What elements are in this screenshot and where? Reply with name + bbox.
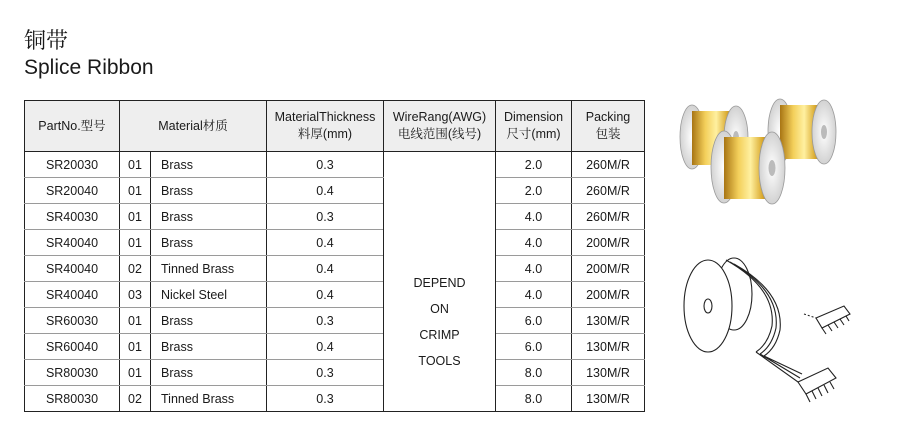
cell-dimension: 2.0 [496,152,572,178]
header-dimension-en: Dimension [503,110,564,124]
spec-table [24,100,645,412]
cell-part-no: SR20030 [25,152,120,178]
cell-part-no: SR20040 [25,178,120,204]
cell-material: Brass [151,360,267,386]
cell-dimension: 4.0 [496,230,572,256]
header-wire-range [384,101,496,152]
cell-material: Brass [151,178,267,204]
reel-drawing-flange-front [684,260,732,352]
cell-material: Brass [151,230,267,256]
cell-material: Brass [151,308,267,334]
cell-packing: 200M/R [572,230,645,256]
cell-dimension: 4.0 [496,204,572,230]
cell-packing: 130M/R [572,334,645,360]
wire-range-line: CRIMP [419,327,460,342]
cell-packing: 130M/R [572,360,645,386]
cell-dimension: 2.0 [496,178,572,204]
table-row [25,386,645,412]
header-thickness [267,101,384,152]
cell-material-code: 02 [120,256,151,282]
cell-part-no: SR40030 [25,204,120,230]
splice-drawing-top [804,306,850,334]
wire-range-line: TOOLS [418,353,461,368]
cell-dimension: 4.0 [496,256,572,282]
cell-material: Brass [151,152,267,178]
cell-packing: 130M/R [572,386,645,412]
wire-range-line: DEPEND [413,275,466,290]
cell-part-no: SR40040 [25,256,120,282]
cell-thickness: 0.4 [267,230,384,256]
splice-drawing-bottom [798,368,836,402]
page-title-en: Splice Ribbon [24,56,154,79]
cell-thickness: 0.3 [267,204,384,230]
page-title-cn: 铜带 [24,29,69,54]
cell-packing: 260M/R [572,152,645,178]
header-dimension [496,101,572,152]
cell-dimension: 8.0 [496,386,572,412]
table-row [25,178,645,204]
cell-material: Nickel Steel [151,282,267,308]
cell-material: Tinned Brass [151,256,267,282]
cell-thickness: 0.3 [267,308,384,334]
table-row [25,204,645,230]
cell-thickness: 0.3 [267,386,384,412]
table-row [25,308,645,334]
table-row [25,256,645,282]
reel-drawing [676,248,866,418]
cell-part-no: SR60030 [25,308,120,334]
header-dimension-cn: 尺寸(mm) [506,127,561,141]
table-header-row [25,101,645,152]
wire-range-line: ON [430,301,449,316]
table-row [25,282,645,308]
reel-drawing-ribbon-tail [756,352,802,382]
cell-dimension: 6.0 [496,334,572,360]
header-wire-range-cn: 电线范围(线号) [397,127,482,141]
table-row [25,360,645,386]
header-wire-range-en: WireRang(AWG) [392,110,487,124]
cell-part-no: SR40040 [25,230,120,256]
cell-material: Brass [151,204,267,230]
cell-packing: 130M/R [572,308,645,334]
header-packing-en: Packing [585,110,631,124]
brass-reels-photo [676,95,841,213]
cell-part-no: SR60040 [25,334,120,360]
cell-part-no: SR80030 [25,360,120,386]
cell-material: Brass [151,334,267,360]
header-part-no: PartNo.型号 [25,101,120,152]
cell-material-code: 01 [120,308,151,334]
cell-material-code: 01 [120,152,151,178]
cell-thickness: 0.3 [267,152,384,178]
cell-material-code: 03 [120,282,151,308]
header-packing [572,101,645,152]
cell-part-no: SR40040 [25,282,120,308]
cell-thickness: 0.4 [267,334,384,360]
cell-thickness: 0.4 [267,282,384,308]
cell-packing: 260M/R [572,178,645,204]
header-packing-cn: 包装 [595,127,621,141]
cell-material-code: 02 [120,386,151,412]
cell-dimension: 8.0 [496,360,572,386]
cell-material-code: 01 [120,334,151,360]
cell-material: Tinned Brass [151,386,267,412]
cell-part-no: SR80030 [25,386,120,412]
cell-thickness: 0.4 [267,256,384,282]
cell-packing: 200M/R [572,256,645,282]
cell-thickness: 0.3 [267,360,384,386]
header-thickness-en: MaterialThickness [274,110,376,124]
cell-material-code: 01 [120,360,151,386]
reel-front [711,131,785,204]
cell-dimension: 6.0 [496,308,572,334]
cell-packing: 200M/R [572,282,645,308]
table-row [25,230,645,256]
cell-wire-range [384,152,496,412]
header-material: Material材质 [120,101,267,152]
cell-dimension: 4.0 [496,282,572,308]
table-row [25,334,645,360]
cell-material-code: 01 [120,204,151,230]
table-row [25,152,645,178]
cell-thickness: 0.4 [267,178,384,204]
cell-material-code: 01 [120,178,151,204]
cell-material-code: 01 [120,230,151,256]
cell-packing: 260M/R [572,204,645,230]
header-thickness-cn: 料厚(mm) [297,127,353,141]
